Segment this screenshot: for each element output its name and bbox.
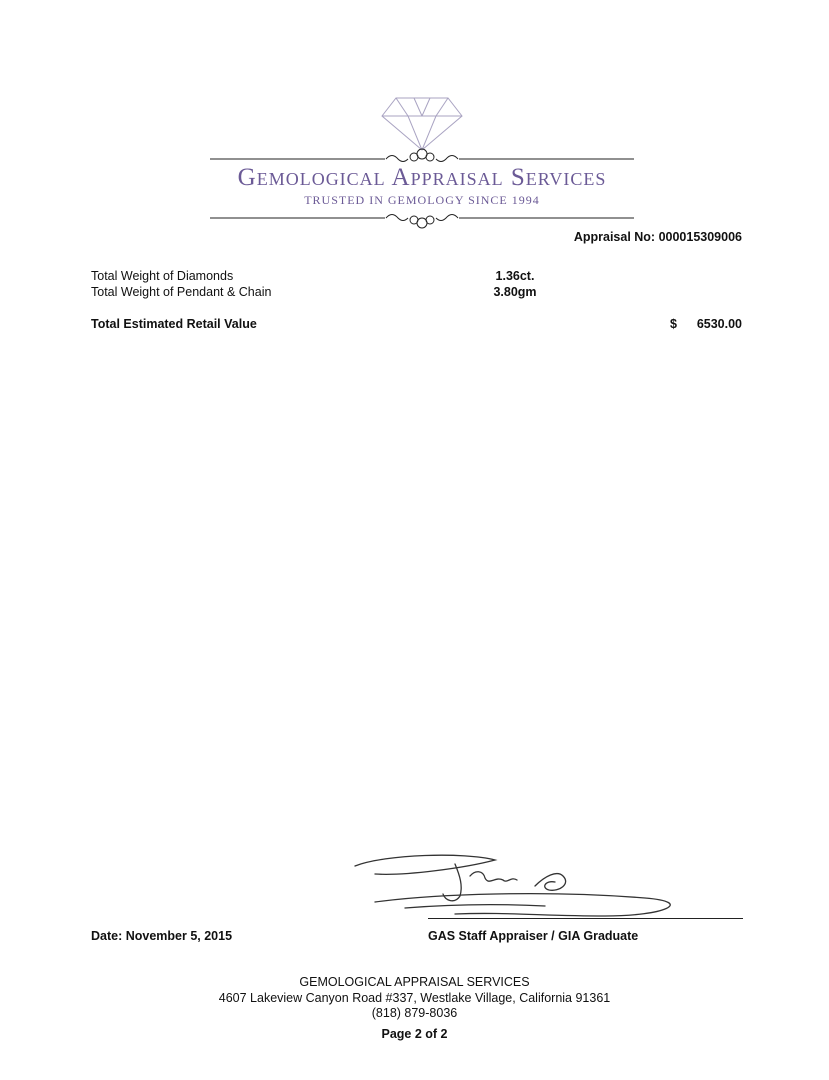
detail-label-diamond-weight: Total Weight of Diamonds: [91, 269, 234, 283]
appraisal-number: Appraisal No: 000015309006: [573, 230, 742, 244]
brand-name: Gemological Appraisal Services: [237, 164, 607, 191]
total-label: Total Estimated Retail Value: [91, 317, 257, 331]
total-value: 6530.00: [696, 317, 742, 331]
appraiser-title: GAS Staff Appraiser / GIA Graduate: [428, 929, 639, 943]
brand-tagline: TRUSTED IN GEMOLOGY SINCE 1994: [304, 193, 540, 207]
footer-company: GEMOLOGICAL APPRAISAL SERVICES: [299, 975, 530, 989]
appraisal-date: Date: November 5, 2015: [91, 929, 233, 943]
detail-value-pendant-weight: 3.80gm: [493, 285, 537, 299]
detail-value-diamond-weight: 1.36ct.: [495, 269, 535, 283]
diamond-icon: [200, 90, 644, 235]
footer-address: 4607 Lakeview Canyon Road #337, Westlake Village, California 91361: [218, 991, 611, 1005]
detail-label-pendant-weight: Total Weight of Pendant & Chain: [91, 285, 272, 299]
footer-phone: (818) 879-8036: [371, 1006, 458, 1020]
signature-line: [428, 918, 743, 919]
signature-icon: [345, 846, 695, 926]
total-currency: $: [670, 317, 677, 331]
page-number: Page 2 of 2: [381, 1027, 448, 1041]
